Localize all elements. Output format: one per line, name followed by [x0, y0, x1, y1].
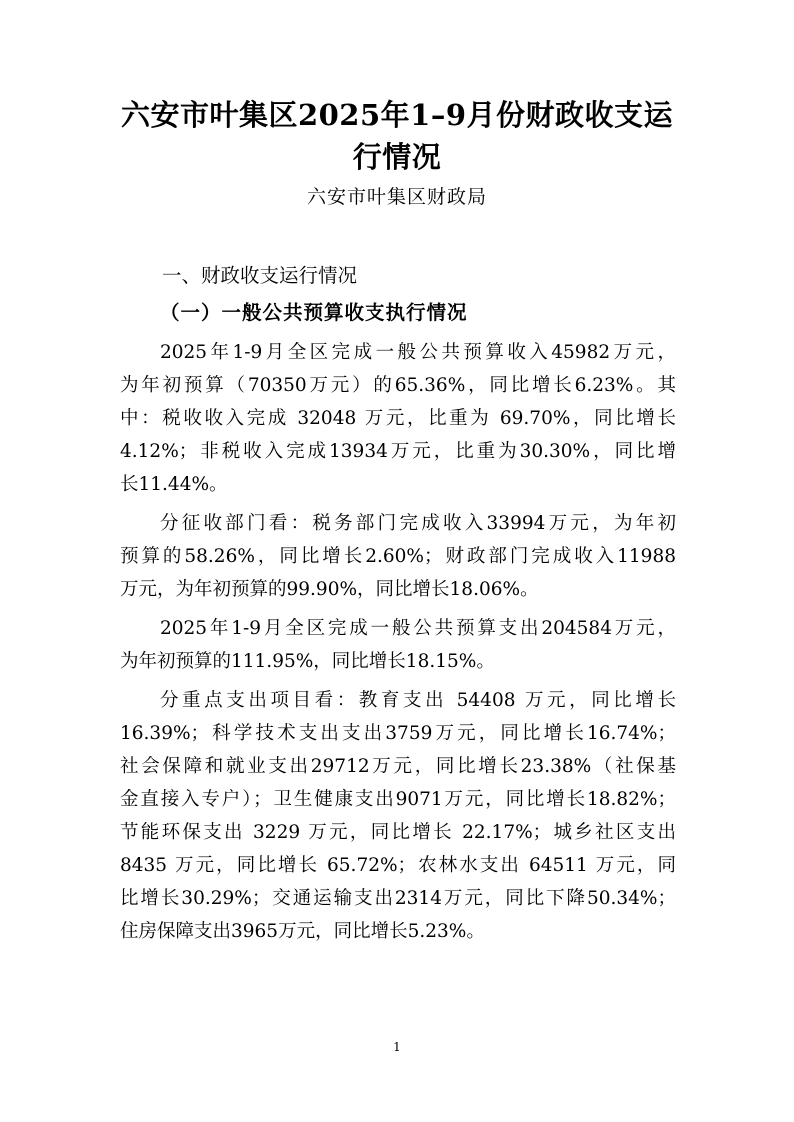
- subsection-heading: （一）一般公共预算收支执行情况: [160, 301, 468, 324]
- text-line: 社会保障和就业支出29712万元，同比增长23.38%（社保基: [120, 756, 676, 777]
- title-line: 六安市叶集区2025年1–9月份财政收支运: [120, 98, 674, 132]
- text-line: 为年初预算的111.95%，同比增长18.15%。: [120, 651, 495, 672]
- text-line: 比增长30.29%；交通运输支出2314万元，同比下降50.34%；: [120, 888, 676, 909]
- text-line: 16.39%；科学技术支出支出3759万元，同比增长16.74%；: [120, 723, 676, 744]
- paragraph-expenditure: [120, 612, 676, 678]
- text-line: 为年初预算（70350万元）的65.36%，同比增长6.23%。其: [120, 375, 676, 396]
- text-line: 分征收部门看：税务部门完成收入33994万元，为年初: [160, 513, 676, 534]
- text-line: 住房保障支出3965万元，同比增长5.23%。: [120, 921, 485, 942]
- text-line: 8435 万元，同比增长 65.72%；农林水支出 64511 万元，同: [120, 855, 676, 876]
- text-line: 2025年1-9月全区完成一般公共预算支出204584万元，: [160, 618, 676, 639]
- document-body: [120, 336, 676, 954]
- text-line: 4.12%；非税收入完成13934万元，比重为30.30%，同比增: [120, 441, 676, 462]
- text-line: 分重点支出项目看：教育支出 54408 万元，同比增长: [160, 690, 676, 711]
- paragraph-revenue: [120, 336, 676, 501]
- text-line: 中：税收收入完成 32048 万元，比重为 69.70%，同比增长: [120, 408, 676, 429]
- document-title: [100, 94, 694, 178]
- title-line: 行情况: [352, 140, 442, 174]
- text-line: 2025年1-9月全区完成一般公共预算收入45982万元，: [160, 342, 676, 363]
- document-author: 六安市叶集区财政局: [306, 186, 487, 208]
- text-line: 节能环保支出 3229 万元，同比增长 22.17%；城乡社区支出: [120, 822, 676, 843]
- text-line: 预算的58.26%，同比增长2.60%；财政部门完成收入11988: [120, 546, 676, 567]
- section-heading: 一、财政收支运行情况: [162, 264, 358, 287]
- paragraph-by-department: [120, 507, 676, 606]
- text-line: 万元，为年初预算的99.90%，同比增长18.06%。: [120, 579, 539, 600]
- page-number: 1: [393, 1040, 401, 1054]
- paragraph-key-items: [120, 684, 676, 948]
- text-line: 金直接入专户）；卫生健康支出9071万元，同比增长18.82%；: [120, 789, 676, 810]
- text-line: 长11.44%。: [120, 474, 228, 495]
